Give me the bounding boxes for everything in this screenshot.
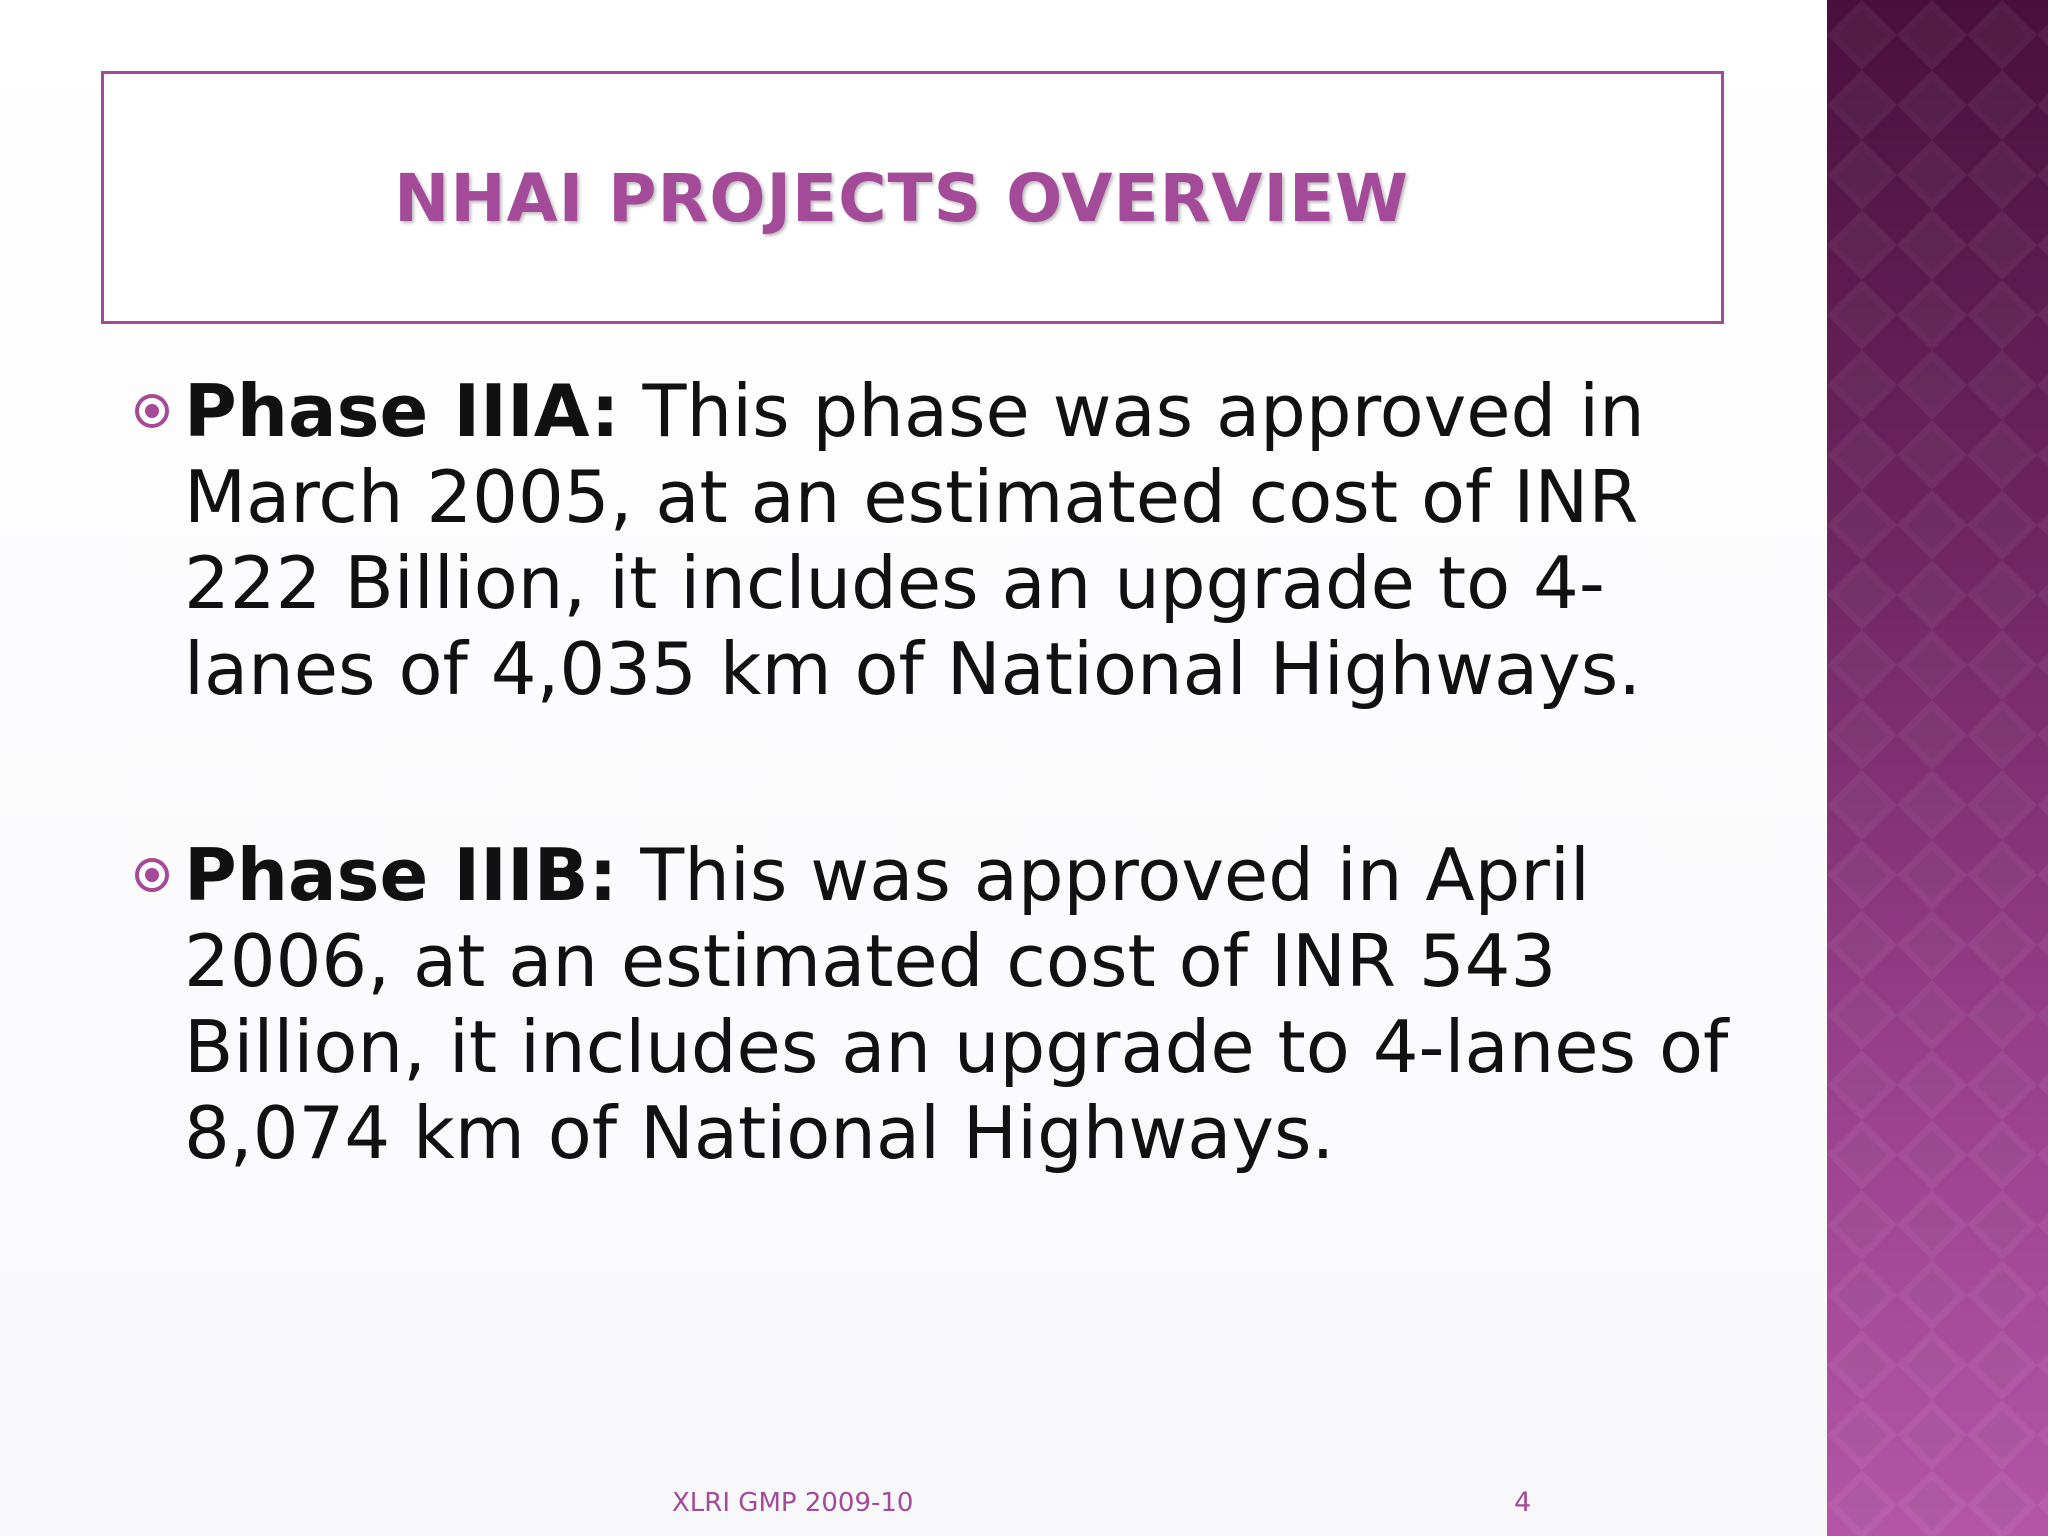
bullet-label: Phase IIIA: [184,369,620,453]
decorative-side-band [1827,0,2048,1536]
title-box [101,71,1724,324]
bullet-body: This phase was approved in March 2005, at an estimated cost of INR 222 Billion, it includes an upgrade to 4-lanes of 4,035 km of National Highways. [184,369,1645,711]
target-circle-icon [134,393,170,429]
slide-footer: XLRI GMP 2009-10 [672,1488,914,1518]
bullet-body: This was approved in April 2006, at an estimated cost of INR 543 Billion, it includes an upgrade to 4-lanes of 8,074 km of National Highways. [184,833,1729,1175]
page-number: 4 [1514,1487,1532,1518]
bullet-text [184,368,1744,712]
target-circle-icon [134,857,170,893]
bullet-label: Phase IIIB: [184,833,618,917]
diamond-pattern [1827,0,2048,1536]
bullet-text [184,832,1744,1176]
slide-title: NHAI PROJECTS OVERVIEW [394,160,1409,237]
